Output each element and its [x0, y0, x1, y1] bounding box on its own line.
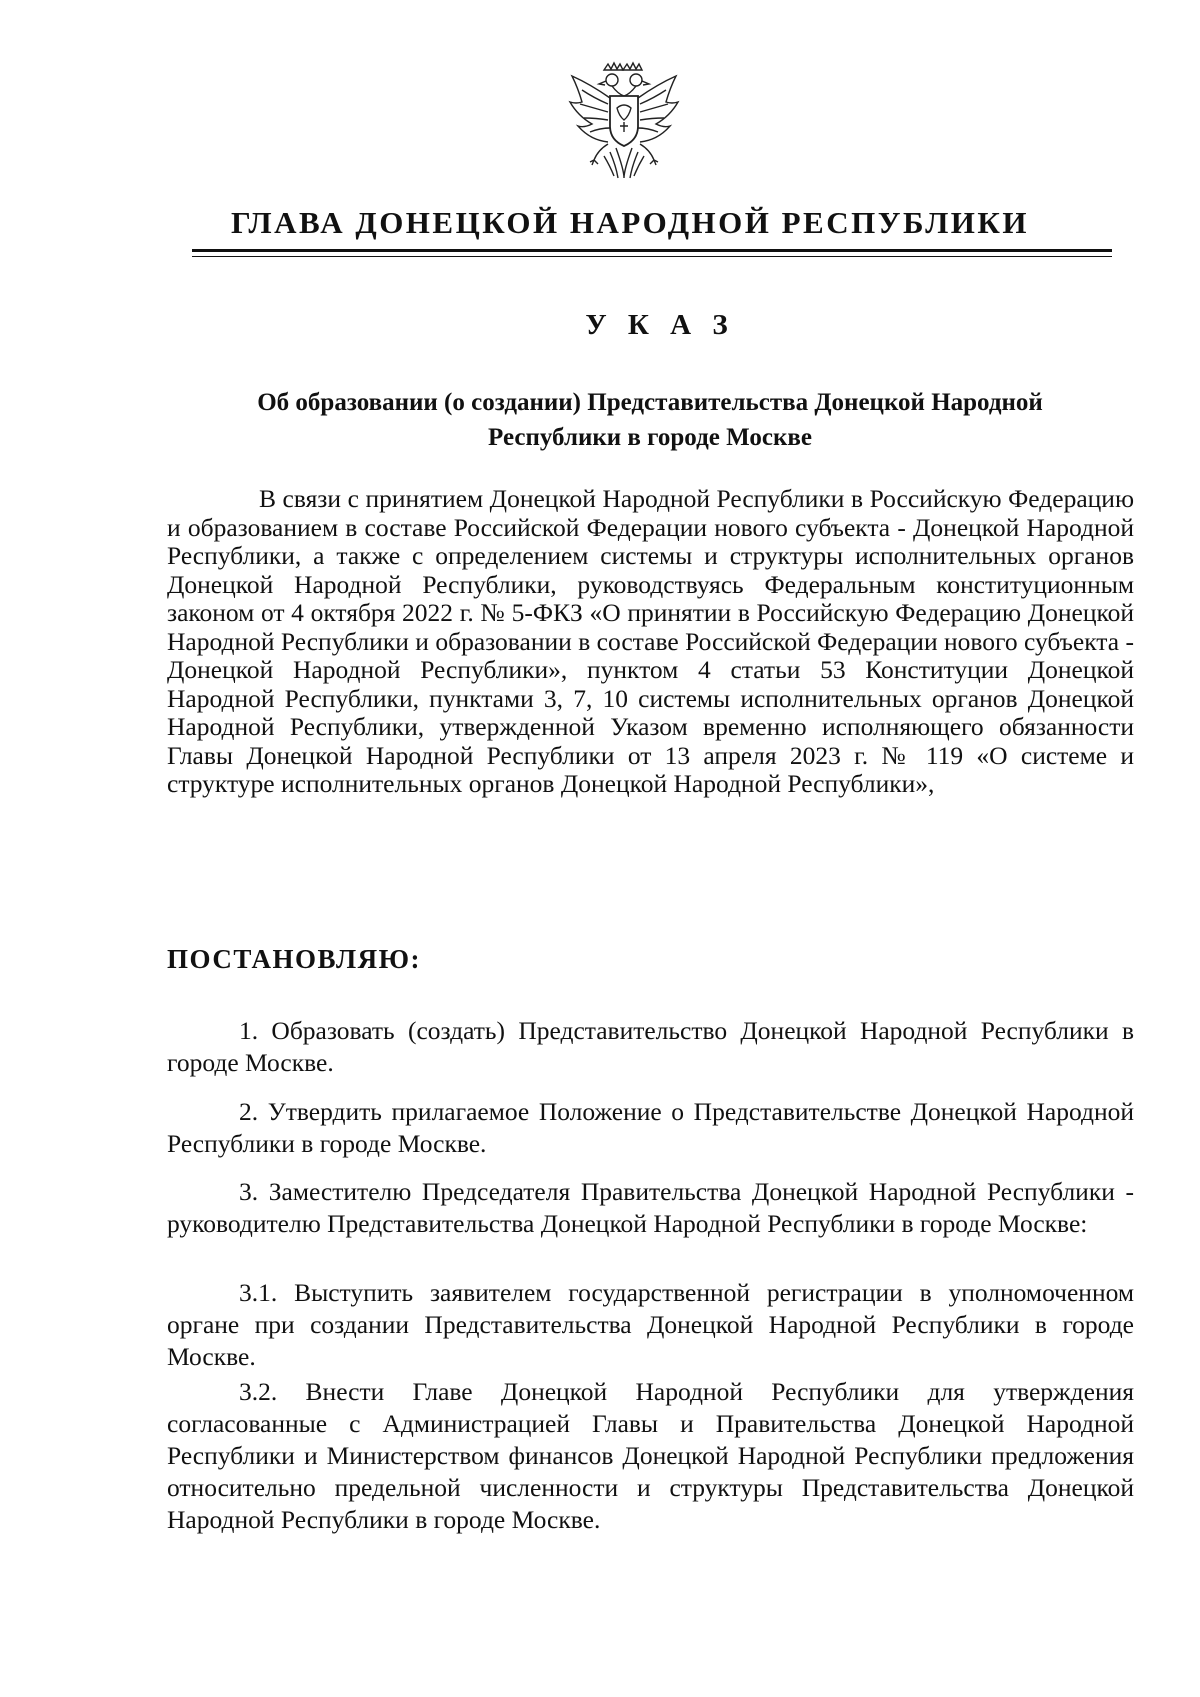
decree-item-3-1: 3.1. Выступить заявителем государственной регистрации в уполномоченном органе при создании Представительства Донецкой Народной Республики в городе Москве. — [167, 1278, 1134, 1371]
decree-item-1: 1. Образовать (создать) Представительство Донецкой Народной Республики в городе Москве. — [167, 1016, 1134, 1077]
header-rule-thick — [192, 249, 1112, 252]
document-type: У К А З — [585, 309, 735, 341]
decree-item-3: 3. Заместителю Председателя Правительства Донецкой Народной Республики - руководителю Представительства Донецкой Народной Республики в городе Москве: — [167, 1177, 1134, 1238]
decree-word: ПОСТАНОВЛЯЮ: — [167, 944, 421, 974]
issuer-title: ГЛАВА ДОНЕЦКОЙ НАРОДНОЙ РЕСПУБЛИКИ — [230, 205, 1030, 240]
preamble-paragraph: В связи с принятием Донецкой Народной Республики в Российскую Федерацию и образованием в составе Российской Федерации нового субъекта - Донецкой Народной Республики, а также с определением системы и структуры исполнительных органов Донецкой Народной Республики, руководствуясь Федеральным конституционным законом от 4 октября 2022 г. № 5-ФКЗ «О принятии в Российскую Федерацию Донецкой Народной Республики и образовании в составе Российской Федерации нового субъекта - Донецкой Народной Республики», пунктом 4 статьи 53 Конституции Донецкой Народной Республики, пунктами 3, 7, 10 системы исполнительных органов Донецкой Народной Республики, утвержденной Указом временно исполняющего обязанности Главы Донецкой Народной Республики от 13 апреля 2023 г. № 119 «О системе и структуре исполнительных органов Донецкой Народной Республики», — [167, 484, 1134, 798]
header-rule-thin — [192, 256, 1112, 257]
document-subject: Об образовании (о создании) Представительства Донецкой Народной Республики в городе Москве — [257, 389, 1043, 451]
decree-item-3-2: 3.2. Внести Главе Донецкой Народной Республики для утверждения согласованные с Администрацией Главы и Правительства Донецкой Народной Республики и Министерством финансов Донецкой Народной Республики предложения относительно предельной численности и структуры Представительства Донецкой Народной Республики в городе Москве. — [167, 1377, 1134, 1534]
double-headed-eagle-emblem-icon — [560, 60, 688, 196]
decree-item-2: 2. Утвердить прилагаемое Положение о Представительстве Донецкой Народной Республики в городе Москве. — [167, 1097, 1134, 1158]
